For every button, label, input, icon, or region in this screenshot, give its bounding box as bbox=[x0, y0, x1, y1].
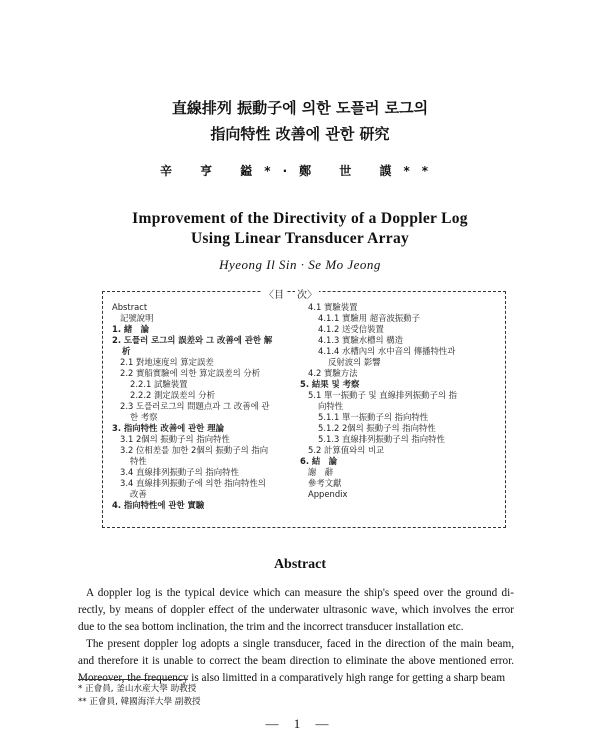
abstract-line: rectly, by means of doppler effect of the underwater ultrasonic wave, which involves the error bbox=[78, 604, 514, 616]
toc-entry: 析 bbox=[122, 346, 131, 356]
toc-entry: 4.1 實驗裝置 bbox=[308, 302, 358, 312]
toc-entry: Abstract bbox=[112, 302, 148, 312]
footnote-1: * 正會員, 釜山水産大學 助教授 bbox=[78, 684, 197, 694]
toc-entry: 5.1.3 直線排列振動子의 指向特性 bbox=[318, 434, 445, 444]
abstract-heading: Abstract bbox=[273, 557, 327, 572]
toc-entry: 參考文獻 bbox=[308, 478, 342, 488]
toc-entry: 4.1.1 實驗用 超音波振動子 bbox=[318, 313, 421, 323]
toc-left-column bbox=[112, 302, 272, 511]
toc-entry: 2. 도플러 로그의 誤差와 그 改善에 관한 解 bbox=[112, 335, 273, 345]
footnote-2: ** 正會員, 韓國海洋大學 副教授 bbox=[78, 697, 201, 707]
toc-entry: 特性 bbox=[130, 456, 147, 466]
toc-entry: 4.1.4 水槽內의 水中音의 傳播特性과 bbox=[318, 346, 456, 356]
toc-entry: 4.2 實驗方法 bbox=[308, 368, 358, 378]
toc-entry: 4.1.2 送受信裝置 bbox=[318, 324, 384, 334]
toc-entry: 5.1 單一振動子 및 直線排列振動子의 指 bbox=[308, 390, 458, 400]
toc-entry: 記號說明 bbox=[120, 313, 154, 323]
toc-heading-right: 次〉 bbox=[295, 286, 319, 301]
toc-right-column bbox=[300, 302, 457, 500]
toc-entry: 3. 指向特性 改善에 관한 理論 bbox=[112, 423, 224, 433]
korean-authors: 辛 亨 鎰*·鄭 世 謨** bbox=[159, 164, 441, 178]
toc-entry: 한 考察 bbox=[130, 412, 158, 422]
toc-entry: 6. 結 論 bbox=[300, 456, 338, 466]
toc-entry: 4. 指向特性에 관한 實驗 bbox=[112, 500, 205, 510]
toc-entry: 2.1 對地速度의 算定誤差 bbox=[120, 357, 214, 367]
abstract-line: due to the sea bottom inclination, the trim and the incorrect transducer installation etc. bbox=[78, 621, 464, 633]
toc-entry: 3.1 2個의 振動子의 指向特性 bbox=[120, 434, 230, 444]
toc-entry: 5.2 計算值와의 비교 bbox=[308, 445, 385, 455]
abstract-line: Moreover, the frequency is also limitted in a comparatively high range for getting a sharp beam bbox=[78, 672, 506, 684]
toc-entry: 1. 緒 論 bbox=[112, 324, 150, 334]
toc-heading-left: 〈目 bbox=[262, 286, 286, 301]
toc-entry: 4.1.3 實驗水槽의 構造 bbox=[318, 335, 403, 345]
abstract-line: The present doppler log adopts a single transducer, faced in the direction of the main beam, bbox=[86, 638, 514, 650]
toc-entry: 2.3 도플러로그의 問題点과 그 改善에 관 bbox=[120, 401, 270, 411]
toc-entry: 謝 辭 bbox=[308, 467, 334, 477]
toc-entry: 改善 bbox=[130, 489, 147, 499]
footnote-rule bbox=[78, 679, 188, 680]
toc-entry: 5.1.2 2個의 振動子의 指向特性 bbox=[318, 423, 436, 433]
toc-entry: 5. 結果 및 考察 bbox=[300, 379, 360, 389]
korean-title-line2: 指向特性 改善에 관한 研究 bbox=[210, 125, 390, 143]
abstract-line: A doppler log is the typical device which can measure the ship's speed over the ground di- bbox=[86, 587, 514, 599]
toc-entry: 2.2.2 測定誤差의 分析 bbox=[130, 390, 215, 400]
english-title-line2: Using Linear Transducer Array bbox=[190, 230, 410, 247]
page-number: — 1 — bbox=[265, 716, 335, 731]
toc-entry: 3.4 直線排列振動子의 指向特性 bbox=[120, 467, 239, 477]
abstract-line: and therefore it is unable to correct the beam direction to eliminate the above mentioned error. bbox=[78, 655, 514, 667]
toc-entry: 3.4 直線排列振動子에 의한 指向特性의 bbox=[120, 478, 266, 488]
english-title-line1: Improvement of the Directivity of a Doppler Log bbox=[132, 210, 468, 227]
toc-entry: 5.1.1 單一振動子의 指向特性 bbox=[318, 412, 429, 422]
abstract-body bbox=[78, 585, 514, 687]
toc-entry: 2.2 實船實驗에 의한 算定誤差의 分析 bbox=[120, 368, 261, 378]
korean-title-line1: 直線排列 振動子에 의한 도플러 로그의 bbox=[171, 99, 429, 117]
toc-entry: Appendix bbox=[308, 489, 348, 499]
toc-entry: 3.2 位相差를 加한 2個의 振動子의 指向 bbox=[120, 445, 269, 455]
toc-entry: 向特性 bbox=[318, 401, 344, 411]
toc-entry: 2.2.1 試驗裝置 bbox=[130, 379, 188, 389]
toc-entry: 反射波의 影響 bbox=[328, 357, 381, 367]
english-authors: Hyeong Il Sin · Se Mo Jeong bbox=[219, 257, 381, 272]
